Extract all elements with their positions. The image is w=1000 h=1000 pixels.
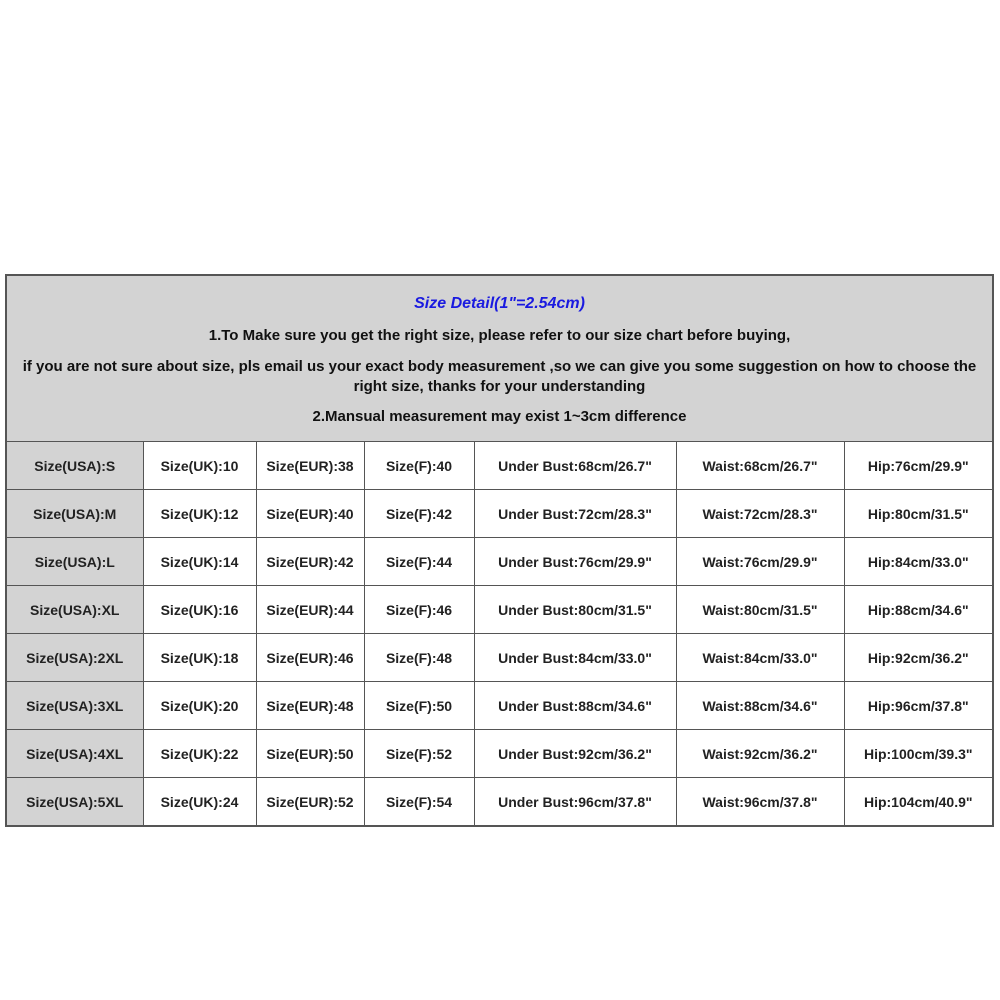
size-chart (5, 274, 994, 827)
under-bust-cell: Under Bust:84cm/33.0" (474, 634, 676, 682)
table-row (7, 778, 992, 826)
f-size-cell: Size(F):44 (364, 538, 474, 586)
table-row (7, 634, 992, 682)
hip-cell: Hip:88cm/34.6" (844, 586, 992, 634)
usa-size-cell: Size(USA):M (7, 490, 143, 538)
uk-size-cell: Size(UK):12 (143, 490, 256, 538)
hip-cell: Hip:84cm/33.0" (844, 538, 992, 586)
table-row (7, 442, 992, 490)
eur-size-cell: Size(EUR):50 (256, 730, 364, 778)
waist-cell: Waist:76cm/29.9" (676, 538, 844, 586)
uk-size-cell: Size(UK):14 (143, 538, 256, 586)
waist-cell: Waist:96cm/37.8" (676, 778, 844, 826)
waist-cell: Waist:68cm/26.7" (676, 442, 844, 490)
uk-size-cell: Size(UK):16 (143, 586, 256, 634)
waist-cell: Waist:92cm/36.2" (676, 730, 844, 778)
f-size-cell: Size(F):46 (364, 586, 474, 634)
size-detail-title: Size Detail(1"=2.54cm) (414, 295, 585, 312)
hip-cell: Hip:80cm/31.5" (844, 490, 992, 538)
usa-size-cell: Size(USA):3XL (7, 682, 143, 730)
usa-size-cell: Size(USA):S (7, 442, 143, 490)
uk-size-cell: Size(UK):20 (143, 682, 256, 730)
f-size-cell: Size(F):54 (364, 778, 474, 826)
under-bust-cell: Under Bust:96cm/37.8" (474, 778, 676, 826)
eur-size-cell: Size(EUR):42 (256, 538, 364, 586)
uk-size-cell: Size(UK):10 (143, 442, 256, 490)
table-row (7, 490, 992, 538)
eur-size-cell: Size(EUR):48 (256, 682, 364, 730)
waist-cell: Waist:80cm/31.5" (676, 586, 844, 634)
table-row (7, 730, 992, 778)
table-row (7, 682, 992, 730)
under-bust-cell: Under Bust:92cm/36.2" (474, 730, 676, 778)
under-bust-cell: Under Bust:68cm/26.7" (474, 442, 676, 490)
size-note-1: 1.To Make sure you get the right size, please refer to our size chart before buying, (208, 327, 791, 344)
under-bust-cell: Under Bust:88cm/34.6" (474, 682, 676, 730)
usa-size-cell: Size(USA):4XL (7, 730, 143, 778)
hip-cell: Hip:76cm/29.9" (844, 442, 992, 490)
f-size-cell: Size(F):48 (364, 634, 474, 682)
f-size-cell: Size(F):50 (364, 682, 474, 730)
size-table (7, 442, 992, 825)
under-bust-cell: Under Bust:76cm/29.9" (474, 538, 676, 586)
size-chart-header (7, 276, 992, 442)
eur-size-cell: Size(EUR):44 (256, 586, 364, 634)
eur-size-cell: Size(EUR):46 (256, 634, 364, 682)
f-size-cell: Size(F):40 (364, 442, 474, 490)
table-row (7, 586, 992, 634)
usa-size-cell: Size(USA):2XL (7, 634, 143, 682)
under-bust-cell: Under Bust:80cm/31.5" (474, 586, 676, 634)
table-row (7, 538, 992, 586)
uk-size-cell: Size(UK):18 (143, 634, 256, 682)
uk-size-cell: Size(UK):22 (143, 730, 256, 778)
f-size-cell: Size(F):52 (364, 730, 474, 778)
eur-size-cell: Size(EUR):52 (256, 778, 364, 826)
usa-size-cell: Size(USA):5XL (7, 778, 143, 826)
under-bust-cell: Under Bust:72cm/28.3" (474, 490, 676, 538)
waist-cell: Waist:84cm/33.0" (676, 634, 844, 682)
hip-cell: Hip:92cm/36.2" (844, 634, 992, 682)
uk-size-cell: Size(UK):24 (143, 778, 256, 826)
waist-cell: Waist:72cm/28.3" (676, 490, 844, 538)
usa-size-cell: Size(USA):L (7, 538, 143, 586)
eur-size-cell: Size(EUR):40 (256, 490, 364, 538)
size-note-3: 2.Mansual measurement may exist 1~3cm difference (312, 408, 687, 425)
size-note-2: if you are not sure about size, pls email us your exact body measurement ,so we can give you some suggestion on how to choose the right size, thanks for your understanding (22, 358, 977, 395)
usa-size-cell: Size(USA):XL (7, 586, 143, 634)
hip-cell: Hip:104cm/40.9" (844, 778, 992, 826)
waist-cell: Waist:88cm/34.6" (676, 682, 844, 730)
hip-cell: Hip:100cm/39.3" (844, 730, 992, 778)
eur-size-cell: Size(EUR):38 (256, 442, 364, 490)
f-size-cell: Size(F):42 (364, 490, 474, 538)
hip-cell: Hip:96cm/37.8" (844, 682, 992, 730)
